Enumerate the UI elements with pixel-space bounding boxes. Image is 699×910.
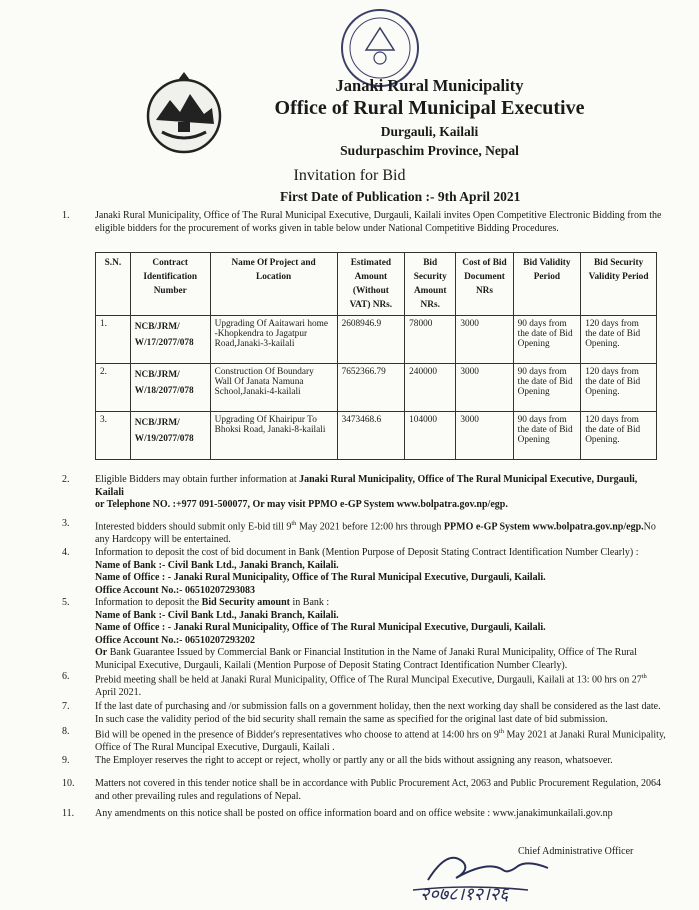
item-text: Matters not covered in this tender notice shall be in accordance with Public Procurement Act, 2063 and Public Procurement Regulation, 2064 and other prevailing rules and regulations of Nepal. [95, 778, 661, 802]
table-row [96, 316, 657, 364]
item-text [95, 547, 667, 597]
bid-validity: 90 days from the date of Bid Opening [513, 316, 581, 364]
bid-security-amount: 78000 [405, 316, 456, 364]
column-header: Bid Validity Period [513, 253, 581, 316]
item-text: The Employer reserves the right to accept or reject, wholly or partly any or all the bids without assigning any reason, whatsoever. [95, 755, 613, 766]
contract-id-suffix: W/17/2077/078 [134, 338, 194, 348]
estimated-amount: 7652366.79 [337, 364, 405, 412]
item-number: 7. [62, 701, 70, 712]
row-sn: 1. [96, 316, 131, 364]
item-3-system: PPMO e-GP System www.bolpatra.gov.np/egp. [443, 521, 644, 533]
municipality-name: Janaki Rural Municipality [335, 76, 524, 95]
column-header: S.N. [96, 253, 131, 316]
item-text: Janaki Rural Municipality, Office of The Rural Municipal Executive, Durgauli, Kailali invites Open Competitive Electronic Bidding from the eligible bidders for the procurement of works given in table below under National Competitive Bidding Procedures. [95, 210, 662, 234]
security-validity: 120 days from the date of Bid Opening. [581, 316, 657, 364]
item-5-tail: in Bank : [290, 597, 330, 608]
item-text [95, 474, 667, 512]
bid-validity: 90 days from the date of Bid Opening [513, 364, 581, 412]
project-name: Upgrading Of Aaitawari home -Khopkendra to Jagatpur Road,Janaki-3-kailali [210, 316, 337, 364]
item-text: Any amendments on this notice shall be posted on office information board and on office website : www.janakimunkailali.gov.np [95, 808, 613, 819]
item-2-office: Janaki Rural Municipality, Office of The Rural Municipal Executive, Durgauli, Kailali [95, 474, 638, 498]
contract-id [130, 364, 210, 412]
item-5-lead: Information to deposit the [95, 597, 202, 608]
contract-id-suffix: W/18/2077/078 [134, 386, 194, 396]
column-header: Name Of Project and Location [210, 253, 337, 316]
item-6-lead: Prebid meeting shall be held at Janaki Rural Municipality, Office of The Rural Muncipal Executive, Durgauli, Kailali at 13: 00 hrs on 27 [95, 674, 642, 686]
bid-document-cost: 3000 [456, 316, 513, 364]
item-number: 8. [62, 726, 70, 737]
item-number: 11. [62, 808, 75, 819]
contract-id-prefix: NCB/JRM/ [134, 370, 180, 380]
contract-id-suffix: W/19/2077/078 [134, 434, 194, 444]
signature-date: २०७८।१२।२६ [420, 884, 509, 905]
item-number: 10. [62, 778, 75, 789]
bid-document-cost: 3000 [456, 364, 513, 412]
item-number: 3. [62, 518, 70, 529]
contract-id-prefix: NCB/JRM/ [134, 418, 180, 428]
contract-id-prefix: NCB/JRM/ [134, 322, 180, 332]
item-2-contact: or Telephone NO. :+977 091-500077, Or may visit PPMO e-GP System www.bolpatra.gov.np/egp. [95, 499, 508, 510]
estimated-amount: 2608946.9 [337, 316, 405, 364]
item-6-sup: th [641, 673, 647, 680]
bank-name: Name of Bank :- Civil Bank Ltd., Janaki Branch, Kailali. [95, 609, 339, 621]
column-header: Cost of Bid Document NRs [456, 253, 513, 316]
office-location: Durgauli, Kailali [380, 124, 479, 139]
item-8-tail: May 2021 at Janaki Rural Municipality, Office of The Rural Muncipal Executive, Durgauli, Kailali . [95, 729, 666, 753]
item-text [95, 671, 667, 699]
handwritten-signature-icon [408, 840, 578, 910]
column-header: Bid Security Amount NRs. [405, 253, 456, 316]
office-name: Office of Rural Municipal Executive [274, 97, 585, 119]
item-text: If the last date of purchasing and /or submission falls on a government holiday, then the next working day shall be considered as the last date. In such case the validity period of the bid security shall remain the same as specified for the original last date of bid submission. [95, 701, 661, 725]
item-number: 5. [62, 597, 70, 608]
notice-title: Invitation for Bid [293, 167, 406, 184]
security-validity: 120 days from the date of Bid Opening. [581, 364, 657, 412]
item-4-lead: Information to deposit the cost of bid document in Bank (Mention Purpose of Deposit Stating Contract Identification Number Clearly) : [95, 547, 639, 558]
item-text [95, 518, 667, 546]
item-3-sup: th [291, 520, 297, 527]
project-name: Construction Of Boundary Wall Of Janata Namuna School,Janaki-4-kailali [210, 364, 337, 412]
column-header: Estimated Amount (Without VAT) NRs. [337, 253, 405, 316]
estimated-amount: 3473468.6 [337, 412, 405, 460]
item-text [95, 726, 667, 754]
row-sn: 3. [96, 412, 131, 460]
item-number: 9. [62, 755, 70, 766]
column-header: Contract Identification Number [130, 253, 210, 316]
table-header-row [96, 253, 657, 316]
row-sn: 2. [96, 364, 131, 412]
item-8-lead: Bid will be opened in the presence of Bidder's representatives who choose to attend at 14:00 hrs on 9 [95, 729, 499, 741]
security-validity: 120 days from the date of Bid Opening. [581, 412, 657, 460]
item-2-lead: Eligible Bidders may obtain further information at [95, 474, 300, 485]
account-number: Office Account No.:- 06510207293202 [95, 634, 255, 646]
signatory-title: Chief Administrative Officer [518, 846, 634, 857]
item-5-or: Or [95, 647, 108, 658]
contract-id [130, 412, 210, 460]
bid-validity: 90 days from the date of Bid Opening [513, 412, 581, 460]
office-province: Sudurpaschim Province, Nepal [340, 143, 519, 158]
project-name: Upgrading Of Khairipur To Bhoksi Road, Janaki-8-kailali [210, 412, 337, 460]
item-8-sup: th [498, 728, 504, 735]
item-number: 6. [62, 671, 70, 682]
item-5-bold: Bid Security amount [201, 597, 290, 608]
item-number: 4. [62, 547, 70, 558]
bid-table [95, 252, 657, 460]
item-3-lead: Interested bidders should submit only E-bid till 9 [95, 521, 292, 533]
item-6-tail: April 2021. [95, 686, 142, 698]
bank-name: Name of Bank :- Civil Bank Ltd., Janaki Branch, Kailali. [95, 559, 339, 571]
contract-id [130, 316, 210, 364]
table-row [96, 412, 657, 460]
item-number: 2. [62, 474, 70, 485]
column-header: Bid Security Validity Period [581, 253, 657, 316]
office-name-line: Name of Office : - Janaki Rural Municipality, Office of The Rural Municipal Executive, Durgauli, Kailali. [95, 622, 546, 633]
publication-date: First Date of Publication :- 9th April 2021 [280, 189, 521, 204]
item-3-tail: No any Hardcopy will be entertained. [95, 521, 656, 545]
office-name-line: Name of Office : - Janaki Rural Municipality, Office of The Rural Municipal Executive, Durgauli, Kailali. [95, 572, 546, 583]
account-number: Office Account No.:- 06510207293083 [95, 584, 255, 596]
bid-document-cost: 3000 [456, 412, 513, 460]
bid-security-amount: 104000 [405, 412, 456, 460]
table-row [96, 364, 657, 412]
item-text [95, 597, 667, 672]
item-5-guarantee: Bank Guarantee Issued by Commercial Bank or Financial Institution in the Name of Janaki Rural Municipality, Office of The Rural Municipal Executive, Durgauli, Kailali (Mention Purpose of Deposit Stating Contract Identification Number Clearly). [95, 647, 637, 671]
bid-security-amount: 240000 [405, 364, 456, 412]
item-number: 1. [62, 210, 70, 221]
item-3-middle: May 2021 before 12:00 hrs through [296, 521, 444, 533]
